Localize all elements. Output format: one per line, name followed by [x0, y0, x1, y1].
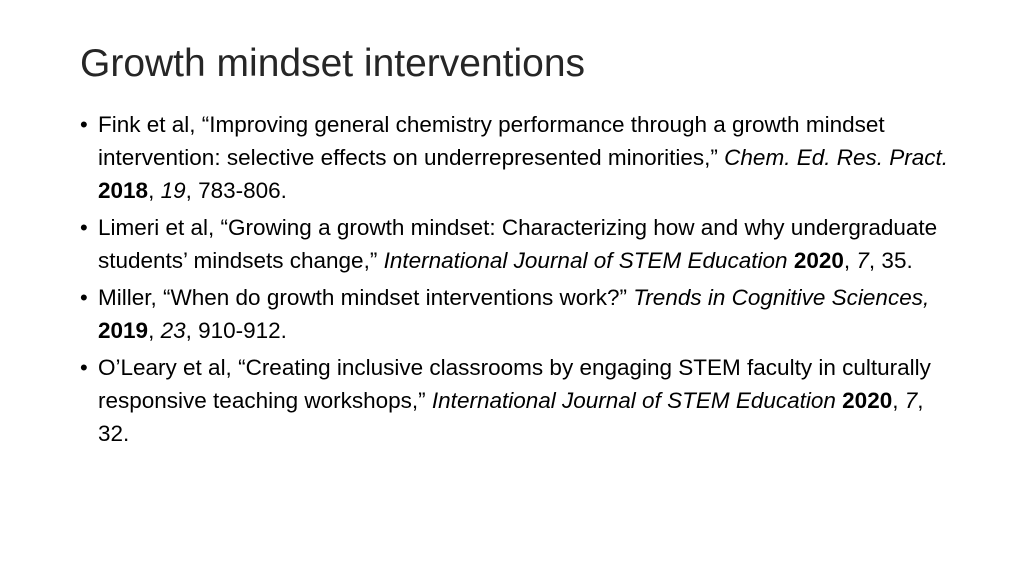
reference-list [80, 108, 960, 454]
reference-volume: 7 [904, 388, 918, 413]
bullet-icon: • [80, 285, 88, 310]
reference-pages: , 910-912. [185, 318, 287, 343]
reference-journal: Trends in Cognitive Sciences, [633, 285, 930, 310]
reference-item [80, 281, 960, 347]
reference-separator: , [148, 318, 161, 343]
reference-year: 2020 [842, 388, 893, 413]
reference-year: 2018 [98, 178, 149, 203]
reference-item [80, 351, 960, 450]
reference-authors: Fink et al, [98, 112, 202, 137]
reference-item [80, 108, 960, 207]
reference-authors: O’Leary et al, [98, 355, 239, 380]
reference-article-title: “Improving general chemistry performance through a growth mindset intervention: selective effects on underrepresented minorities,” [98, 112, 885, 170]
reference-journal: Chem. Ed. Res. Pract. [724, 145, 948, 170]
reference-authors: Miller, [98, 285, 164, 310]
reference-journal: International Journal of STEM Education [383, 248, 788, 273]
reference-volume: 23 [160, 318, 186, 343]
reference-year: 2020 [793, 248, 844, 273]
reference-separator: , [843, 248, 857, 273]
reference-volume: 19 [160, 178, 186, 203]
reference-pages: , 35. [868, 248, 913, 273]
reference-article-title: “Growing a growth mindset: Characterizing how and why undergraduate students’ mindsets change,” [98, 215, 938, 273]
reference-separator: , [892, 388, 905, 413]
reference-separator: , [148, 178, 161, 203]
reference-article-title: “When do growth mindset interventions work?” [163, 285, 634, 310]
reference-article-title: “Creating inclusive classrooms by engaging STEM faculty in culturally responsive teaching workshops,” [98, 355, 931, 413]
reference-year: 2019 [98, 318, 149, 343]
bullet-icon: • [80, 355, 88, 380]
slide-title: Growth mindset interventions [80, 42, 586, 85]
bullet-icon: • [80, 112, 88, 137]
reference-journal: International Journal of STEM Education [431, 388, 836, 413]
reference-volume: 7 [856, 248, 869, 273]
bullet-icon: • [80, 215, 88, 240]
reference-authors: Limeri et al, [98, 215, 221, 240]
reference-pages: , 32. [98, 388, 924, 446]
reference-pages: , 783-806. [185, 178, 287, 203]
reference-item [80, 211, 960, 277]
